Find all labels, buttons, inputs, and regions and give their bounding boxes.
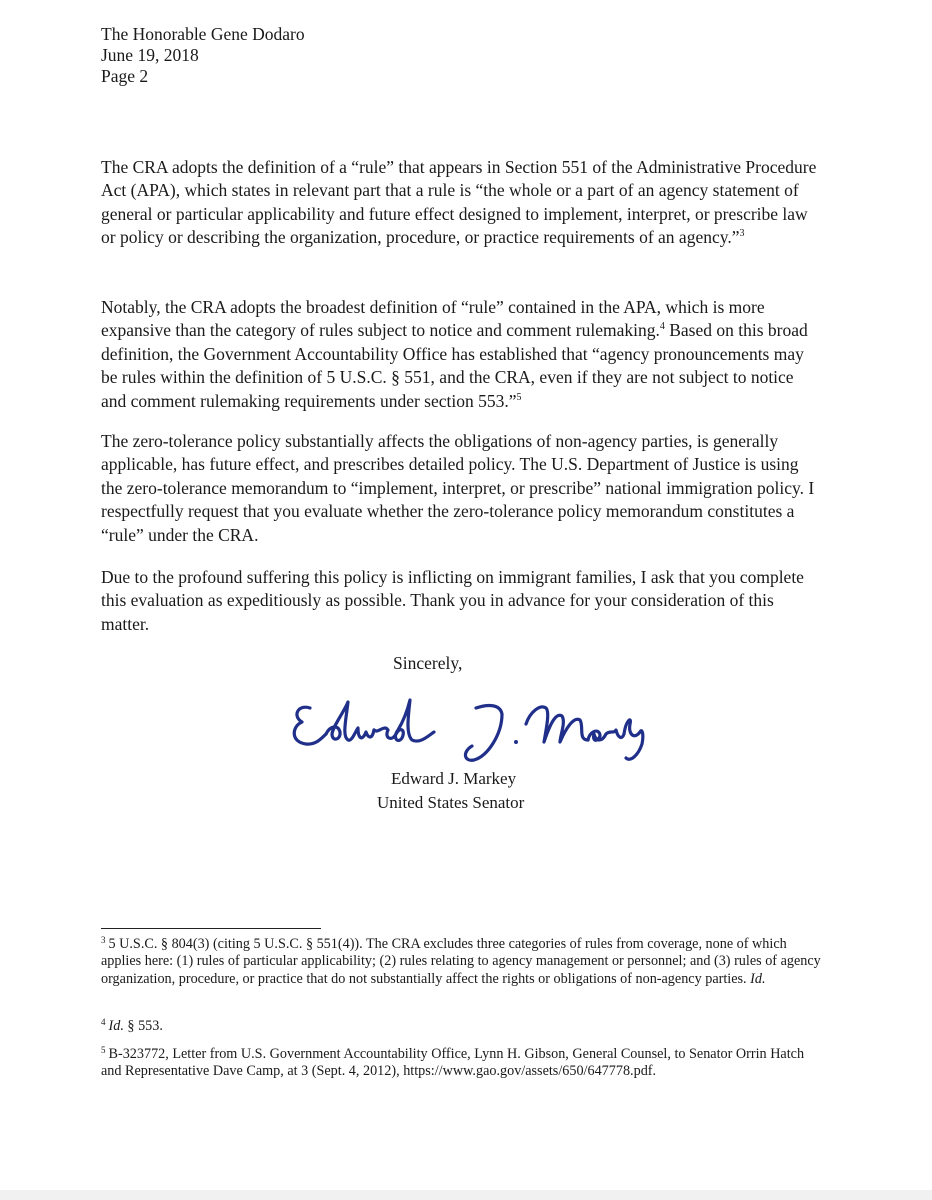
footnote-text: B-323772, Letter from U.S. Government Accountability Office, Lynn H. Gibson, General Counsel, to Senator Orrin Hatch and Representative Dave Camp, at 3 (Sept. 4, 2012), https://www.gao.gov/assets/650/647778.pdf. (101, 1046, 805, 1080)
paragraph-text: The CRA adopts the definition of a “rule” that appears in Section 551 of the Administrative Procedure Act (APA), which states in relevant part that a rule is “the whole or a part of an agency statement of general or particular applicability and future effect designed to implement, interpret, or prescribe law or policy or describing the organization, procedure, or practice requirements of an agency.” (101, 157, 817, 248)
footnote-ref: 5 (516, 391, 522, 403)
date-line: June 19, 2018 (101, 45, 199, 65)
footnote-citation: Id. (108, 1018, 124, 1034)
footnote-5 (101, 1046, 823, 1081)
paragraph-text: The zero-tolerance policy substantially affects the obligations of non-agency parties, is generally applicable, has future effect, and prescribes detailed policy. The U.S. Department of Justice is using the zero-tolerance memorandum to “implement, interpret, or prescribe” national immigration policy. I respectfully request that you evaluate whether the zero-tolerance policy memorandum constitutes a “rule” under the CRA. (101, 431, 815, 545)
paragraph-zero-tolerance (101, 430, 821, 547)
footnote-citation: Id. (750, 970, 766, 987)
paragraph-broad-definition (101, 296, 821, 413)
footnote-4 (101, 1018, 823, 1035)
paragraph-text: Based on this broad definition, the Government Accountability Office has established that “agency pronouncements may be rules within the definition of 5 U.S.C. § 551, and the CRA, even if they are not subject to notice and comment rulemaking requirements under section 553.” (101, 320, 808, 411)
footnote-ref: 3 (739, 228, 745, 240)
signer-title: United States Senator (377, 793, 525, 812)
letter-header (101, 24, 305, 87)
paragraph-text: Notably, the CRA adopts the broadest definition of “rule” contained in the APA, which is more expansive than the category of rules subject to notice and comment rulemaking. (101, 297, 765, 341)
recipient-line: The Honorable Gene Dodaro (101, 24, 305, 44)
footnote-text: 5 U.S.C. § 804(3) (citing 5 U.S.C. § 551(4)). The CRA excludes three categories of rules from coverage, none of which applies here: (1) rules of particular applicability; (2) rules relating to agency management or personnel; and (3) rules of agency organization, procedure, or practice that do not substantially affect the rights or obligations of non-agency parties. (101, 936, 821, 987)
page-number: Page 2 (101, 66, 149, 86)
footnote-3 (101, 936, 823, 988)
footnote-ref: 4 (659, 321, 665, 333)
footnote-divider (101, 928, 321, 929)
footnote-number: 3 (101, 935, 106, 945)
page-bottom-edge (0, 1190, 932, 1200)
paragraph-text: Due to the profound suffering this policy is inflicting on immigrant families, I ask that you complete this evaluation as expeditiously as possible. Thank you in advance for your consideration of this matter. (101, 567, 804, 634)
footnote-number: 5 (101, 1045, 106, 1055)
closing-salutation: Sincerely, (393, 653, 463, 673)
paragraph-rule-definition (101, 156, 821, 250)
footnote-number: 4 (101, 1017, 106, 1027)
footnote-text: § 553. (123, 1018, 163, 1034)
handwritten-signature (288, 690, 648, 770)
paragraph-request (101, 566, 821, 636)
signer-name: Edward J. Markey (391, 769, 517, 788)
